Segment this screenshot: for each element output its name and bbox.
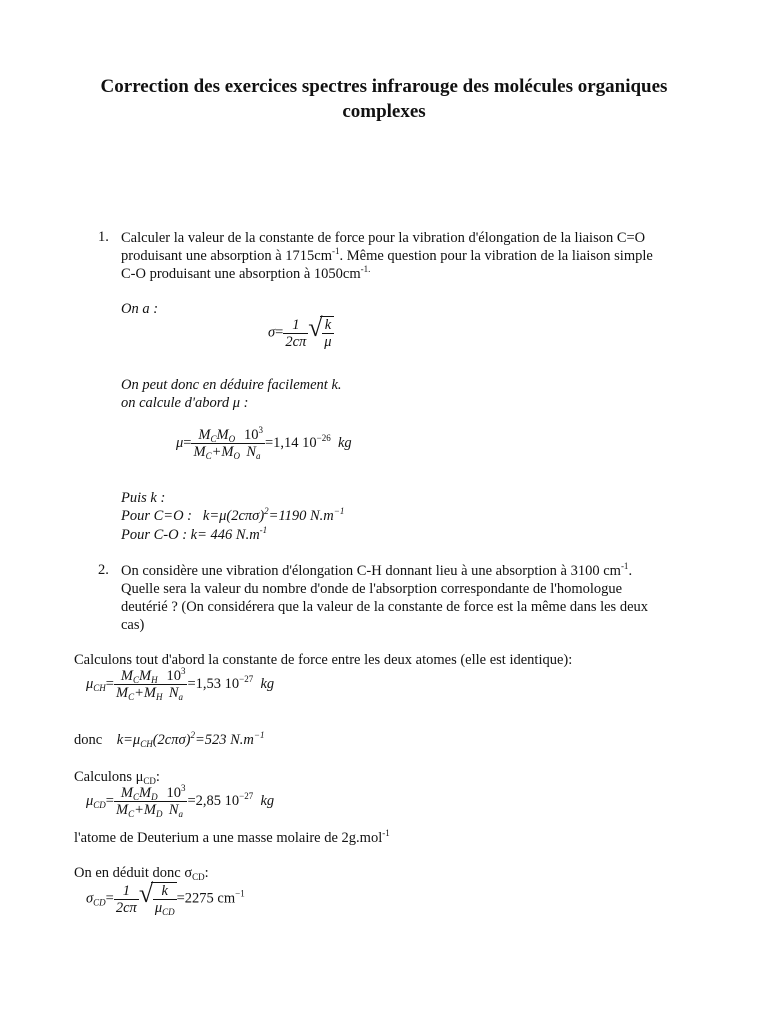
mu-cd-formula: $\mu_{CD}=$ $\frac{M_CM_D}{M_C+M_D}$ $\frac{10^3}{N_a}$ =2,85 $10^{-27}$ kg [86, 783, 275, 819]
k-single-bond-line: Pour C-O : k= 446 $N.m^{-1}$ [121, 525, 268, 543]
question-1-number: 1. [98, 229, 109, 245]
question-2-text [121, 562, 697, 634]
calculons-mucd-text: Calculons $\mu_{CD}$: [74, 769, 160, 786]
question-1-text [121, 229, 697, 283]
deduire-text: On peut donc en déduire facilement k. [121, 377, 342, 393]
page-title: Correction des exercices spectres infrarouge des molécules organiques complexes [100, 76, 668, 122]
q2-line-2: Quelle sera la valeur du nombre d'onde de l'absorption correspondante de l'homologue [121, 581, 623, 597]
k-ch-line: donc $k=\mu_{CH}(2c\pi\sigma)^2=523$ $N.m^{-1}$ [74, 730, 265, 749]
q1-line-3: C-O produisant une absorption à $1050cm^{-1.}$ [121, 264, 371, 282]
q1-line-2: produisant une absorption à $1715cm^{-1}$. Même question pour la vibration de la liaison simple [121, 246, 653, 264]
on-a-label: On a : [121, 301, 159, 317]
k-double-bond-line: Pour C=O : $k=\mu(2c\pi\sigma)^2=1190$ $N.m^{-1}$ [121, 506, 345, 524]
calculons-k-text: Calculons tout d'abord la constante de force entre les deux atomes (elle est identique): [74, 652, 573, 668]
q1-line-1: Calculer la valeur de la constante de force pour la vibration d'élongation de la liaison C=O [121, 230, 646, 246]
mu-ch-formula: $\mu_{CH}=$ $\frac{M_CM_H}{M_C+M_H}$ $\frac{10^3}{N_a}$ =1,53 $10^{-27}$ kg [86, 666, 275, 702]
puis-k-text: Puis k : [121, 490, 166, 506]
q2-line-4: cas) [121, 617, 145, 633]
question-2-number: 2. [98, 562, 109, 578]
sigma-formula: σ= $\frac{1}{2c\pi}$ √ $\frac{k}{\mu}$ [268, 316, 334, 350]
calcule-mu-text: on calcule d'abord μ : [121, 395, 249, 411]
on-deduit-text: On en déduit donc $\sigma_{CD}$: [74, 865, 209, 882]
deuterium-text: l'atome de Deuterium a une masse molaire de 2g.mol$^{-1}$ [74, 828, 390, 846]
q2-line-1: On considère une vibration d'élongation C-H donnant lieu à une absorption à 3100 $cm^{-1}$. [121, 561, 633, 579]
q2-line-3: deutérié ? (On considérera que la valeur de la constante de force est la même dans les deux [121, 599, 648, 615]
mu-formula: μ= $\frac{M_CM_O}{M_C+M_O}$ $\frac{10^3}{N_a}$ =1,14 $10^{-26}$ kg [176, 425, 352, 461]
sigma-cd-formula: $\sigma_{CD}=$ $\frac{1}{2c\pi}$ √ $\frac{k}{\mu_{CD}}$ =2275 $cm^{-1}$ [86, 882, 245, 916]
